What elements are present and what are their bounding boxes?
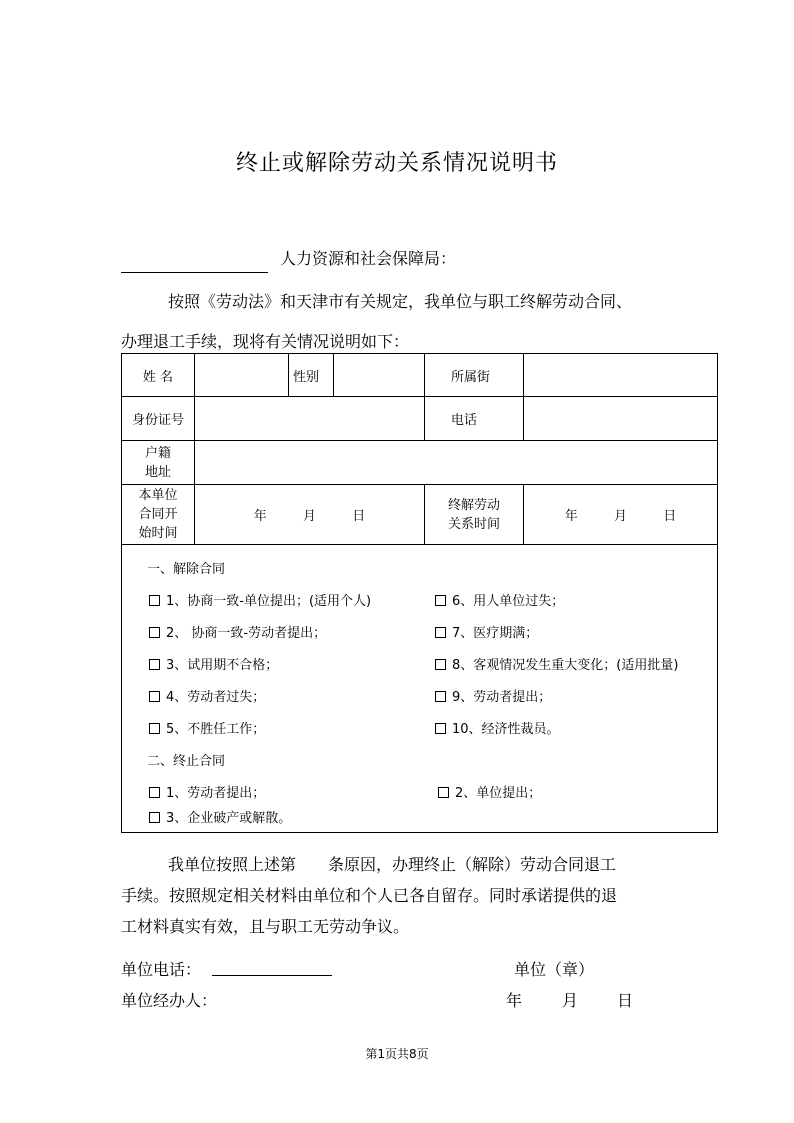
end-day: 日: [663, 509, 677, 524]
info-table: [121, 353, 718, 833]
option-label: 2、单位提出；: [455, 786, 542, 801]
end-label-line-1: 终解劳动: [447, 497, 500, 513]
section-jiechu-heading: 一、解除合同: [147, 562, 226, 577]
option-jiechu-9[interactable]: [435, 686, 551, 705]
gender-field[interactable]: [334, 354, 425, 397]
hukou-label: [122, 441, 195, 485]
end-date-field[interactable]: [524, 485, 718, 545]
checkbox[interactable]: [435, 691, 446, 702]
name-label: 姓 名: [122, 354, 195, 397]
end-year: 年: [564, 509, 578, 524]
id-field[interactable]: [195, 397, 425, 441]
intro-line-2: 办理退工手续，现将有关情况说明如下：: [121, 332, 410, 351]
option-jiechu-4[interactable]: [149, 686, 265, 705]
street-field[interactable]: [524, 354, 718, 397]
option-label: 9、劳动者提出；: [452, 690, 552, 705]
reason-options: [122, 545, 718, 833]
street-label: 所属街: [425, 354, 524, 397]
unit-seal-label: 单位（章）: [514, 960, 595, 979]
phone-label: 电话: [425, 397, 524, 441]
page-footer: 第1页共8页: [365, 1047, 429, 1061]
end-month: 月: [613, 509, 627, 524]
start-date-field[interactable]: [195, 485, 425, 545]
hukou-label-line-1: 户籍: [144, 445, 171, 461]
option-zhongzhi-2[interactable]: [438, 782, 541, 801]
option-zhongzhi-3[interactable]: [149, 807, 291, 826]
sign-year: 年: [506, 991, 523, 1010]
checkbox[interactable]: [149, 627, 160, 638]
sign-month: 月: [562, 991, 579, 1010]
option-label: 10、经济性裁员。: [452, 722, 560, 737]
option-jiechu-8[interactable]: [435, 654, 678, 673]
checkbox[interactable]: [435, 595, 446, 606]
checkbox[interactable]: [149, 787, 160, 798]
option-label: 6、用人单位过失；: [452, 594, 565, 609]
start-month: 月: [302, 509, 316, 524]
checkbox[interactable]: [149, 723, 160, 734]
option-jiechu-5[interactable]: [149, 718, 265, 737]
unit-handler-label: 单位经办人：: [121, 991, 218, 1010]
section-zhongzhi-heading: 二、终止合同: [147, 754, 226, 769]
option-jiechu-10[interactable]: [435, 718, 560, 737]
option-jiechu-3[interactable]: [149, 654, 278, 673]
checkbox[interactable]: [438, 787, 449, 798]
option-zhongzhi-1[interactable]: [149, 782, 265, 801]
option-label: 1、劳动者提出；: [166, 786, 266, 801]
option-label: 1、协商一致-单位提出；(适用个人): [166, 594, 372, 609]
checkbox[interactable]: [149, 812, 160, 823]
intro-line-1: 按照《劳动法》和天津市有关规定，我单位与职工终解劳动合同、: [168, 292, 633, 311]
option-label: 8、客观情况发生重大变化；(适用批量): [452, 658, 679, 673]
option-label: 3、企业破产或解散。: [166, 811, 292, 826]
end-date-label: [425, 485, 524, 545]
addressee: 人力资源和社会保障局：: [280, 249, 457, 268]
closing-line-2: 手续。按照规定相关材料由单位和个人已各自留存。同时承诺提供的退: [121, 886, 618, 905]
phone-field[interactable]: [524, 397, 718, 441]
end-label-line-2: 关系时间: [447, 516, 500, 532]
checkbox[interactable]: [435, 723, 446, 734]
checkbox[interactable]: [149, 595, 160, 606]
option-label: 3、试用期不合格；: [166, 658, 279, 673]
option-label: 5、不胜任工作；: [166, 722, 266, 737]
option-jiechu-1[interactable]: [149, 590, 371, 609]
checkbox[interactable]: [435, 627, 446, 638]
unit-phone-label: 单位电话：: [121, 960, 202, 979]
name-field[interactable]: [195, 354, 289, 397]
id-label: 身份证号: [122, 397, 195, 441]
start-label-line-2: 合同开: [138, 507, 178, 522]
gender-label: 性别: [289, 354, 334, 397]
checkbox[interactable]: [149, 691, 160, 702]
option-label: 2、 协商一致-劳动者提出；: [166, 626, 327, 641]
hukou-field[interactable]: [195, 441, 718, 485]
page-title: 终止或解除劳动关系情况说明书: [235, 151, 558, 176]
start-date-label: [122, 485, 195, 545]
option-jiechu-6[interactable]: [435, 590, 564, 609]
option-label: 7、医疗期满；: [452, 626, 539, 641]
closing-line-1: 我单位按照上述第 条原因，办理终止（解除）劳动合同退工: [168, 855, 617, 874]
addressee-blank[interactable]: [121, 272, 268, 273]
sign-day: 日: [617, 991, 634, 1010]
start-day: 日: [352, 509, 366, 524]
checkbox[interactable]: [435, 659, 446, 670]
start-label-line-3: 始时间: [138, 526, 178, 541]
checkbox[interactable]: [149, 659, 160, 670]
start-label-line-1: 本单位: [138, 488, 178, 503]
option-jiechu-2[interactable]: [149, 622, 326, 641]
hukou-label-line-2: 地址: [144, 464, 171, 480]
option-label: 4、劳动者过失；: [166, 690, 266, 705]
closing-line-3: 工材料真实有效，且与职工无劳动争议。: [121, 917, 410, 936]
start-year: 年: [253, 509, 267, 524]
unit-phone-blank[interactable]: [212, 975, 332, 976]
option-jiechu-7[interactable]: [435, 622, 538, 641]
